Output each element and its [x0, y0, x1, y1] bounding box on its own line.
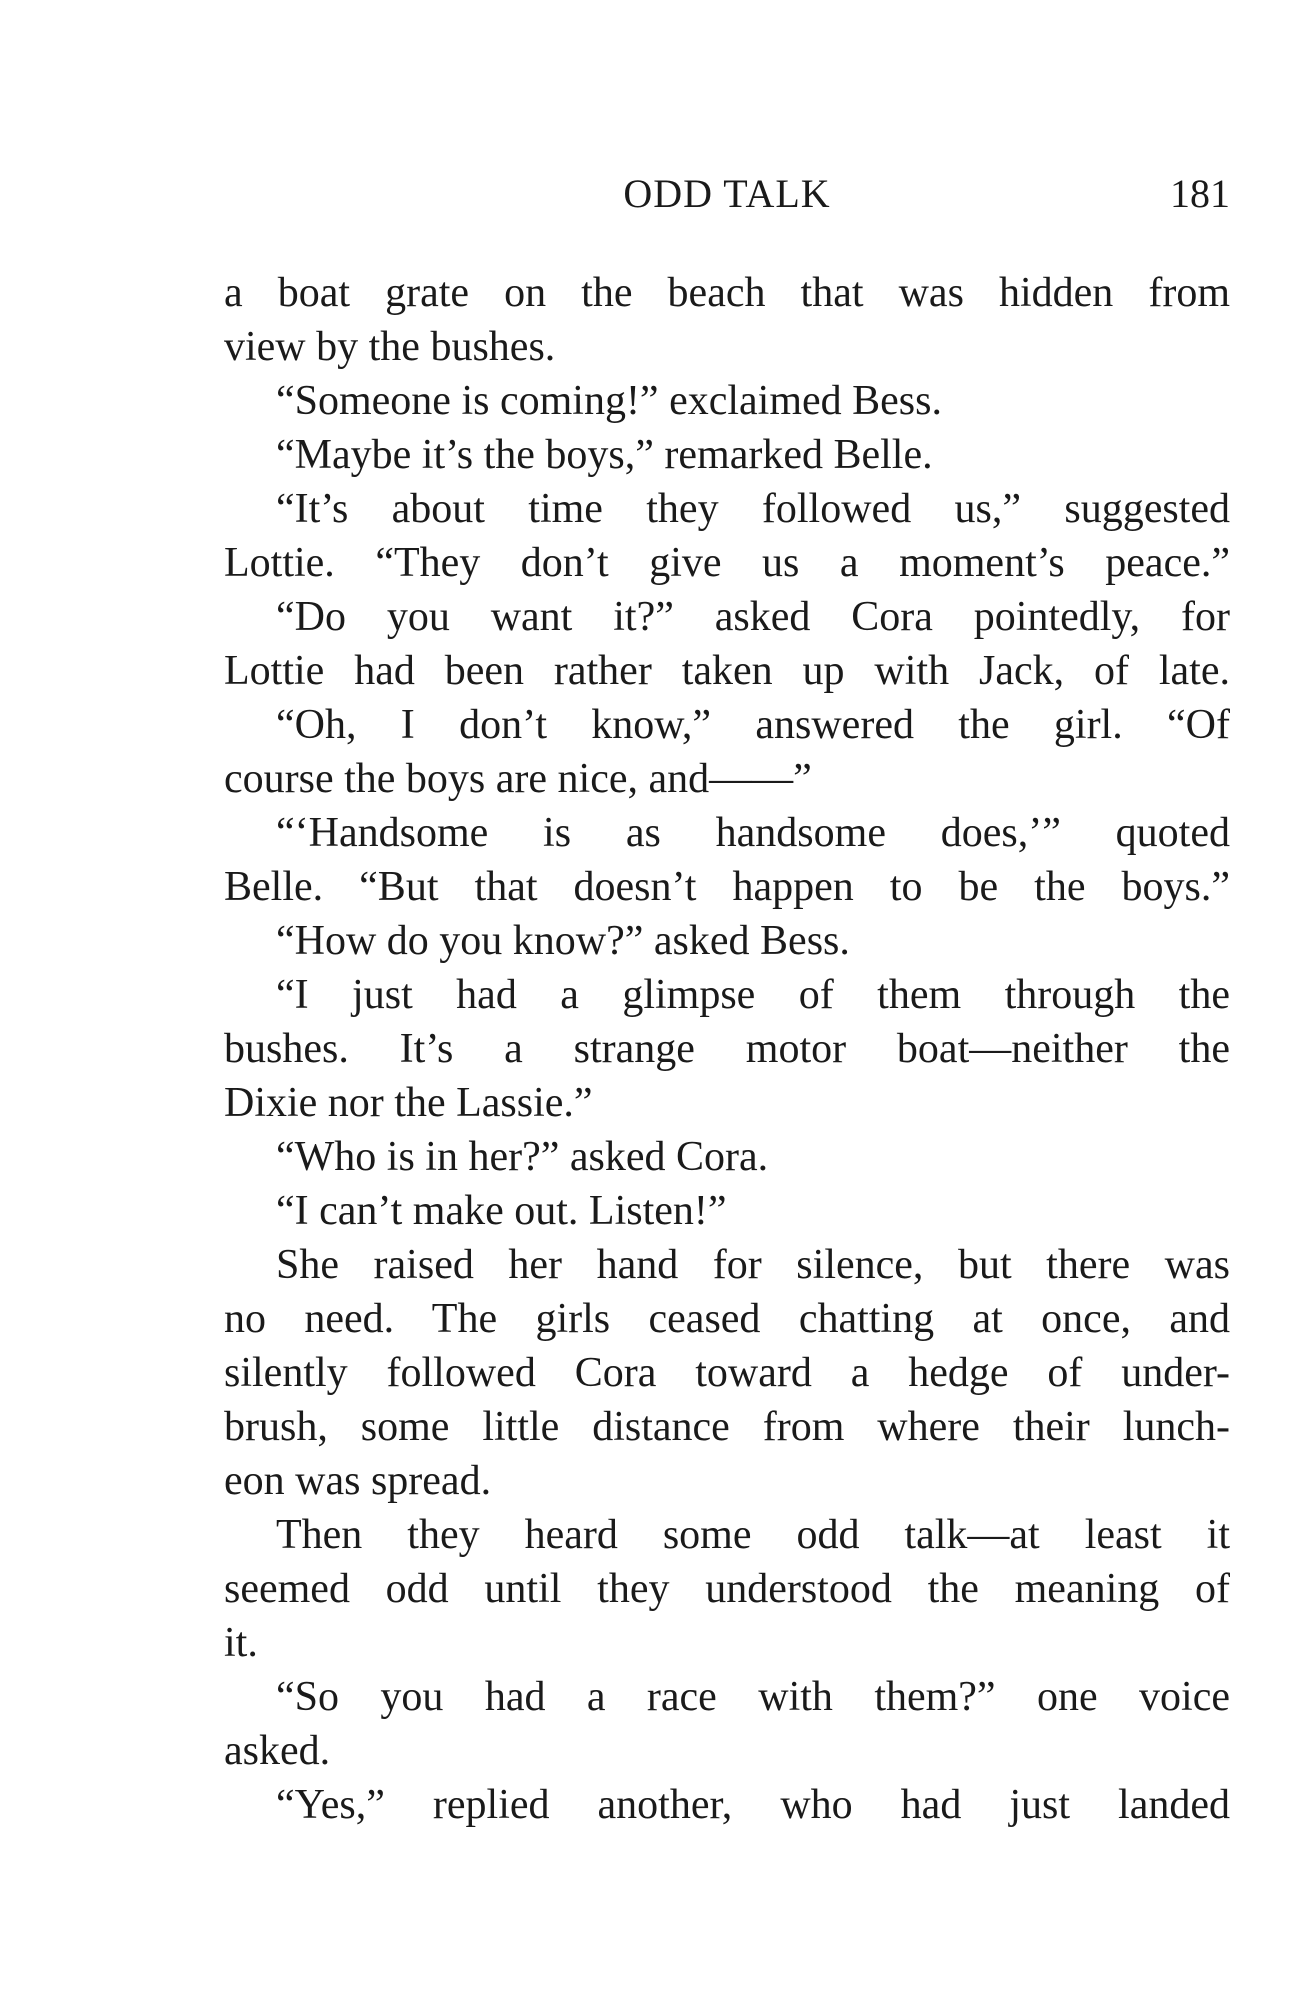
text-line: silently followed Cora toward a hedge of under- [224, 1350, 1230, 1396]
text-line: bushes. It’s a strange motor boat—neither the [224, 1026, 1230, 1072]
page-header [224, 170, 1230, 230]
text-line: “Do you want it?” asked Cora pointedly, for [276, 594, 1230, 640]
text-line: course the boys are nice, and——” [224, 756, 812, 802]
text-line: Lottie. “They don’t give us a moment’s peace.” [224, 540, 1230, 586]
text-line: asked. [224, 1728, 331, 1774]
text-line: She raised her hand for silence, but there was [276, 1242, 1230, 1288]
text-line: eon was spread. [224, 1458, 492, 1504]
text-line: “I can’t make out. Listen!” [276, 1188, 727, 1234]
text-line: Dixie nor the Lassie.” [224, 1080, 593, 1126]
text-line: Belle. “But that doesn’t happen to be the boys.” [224, 864, 1230, 910]
running-title: ODD TALK [623, 171, 831, 216]
text-line: “Who is in her?” asked Cora. [276, 1134, 769, 1180]
text-line: “Someone is coming!” exclaimed Bess. [276, 378, 942, 424]
text-line: seemed odd until they understood the meaning of [224, 1566, 1230, 1612]
text-line: “I just had a glimpse of them through the [276, 972, 1230, 1018]
text-line: it. [224, 1620, 258, 1666]
text-line: “So you had a race with them?” one voice [276, 1674, 1230, 1720]
body-text [224, 266, 1230, 1832]
text-line: “It’s about time they followed us,” suggested [276, 486, 1230, 532]
text-line: “Maybe it’s the boys,” remarked Belle. [276, 432, 933, 478]
text-line: view by the bushes. [224, 324, 556, 370]
text-line: Lottie had been rather taken up with Jack, of late. [224, 648, 1230, 694]
text-line: no need. The girls ceased chatting at once, and [224, 1296, 1230, 1342]
text-line: brush, some little distance from where their lunch- [224, 1404, 1230, 1450]
text-line: a boat grate on the beach that was hidden from [224, 270, 1230, 316]
text-line: “How do you know?” asked Bess. [276, 918, 850, 964]
page-number: 181 [1170, 171, 1230, 216]
text-line: “Yes,” replied another, who had just landed [276, 1782, 1230, 1828]
text-line: Then they heard some odd talk—at least it [276, 1512, 1230, 1558]
text-line: “‘Handsome is as handsome does,’” quoted [276, 810, 1230, 856]
text-line: “Oh, I don’t know,” answered the girl. “Of [276, 702, 1230, 748]
